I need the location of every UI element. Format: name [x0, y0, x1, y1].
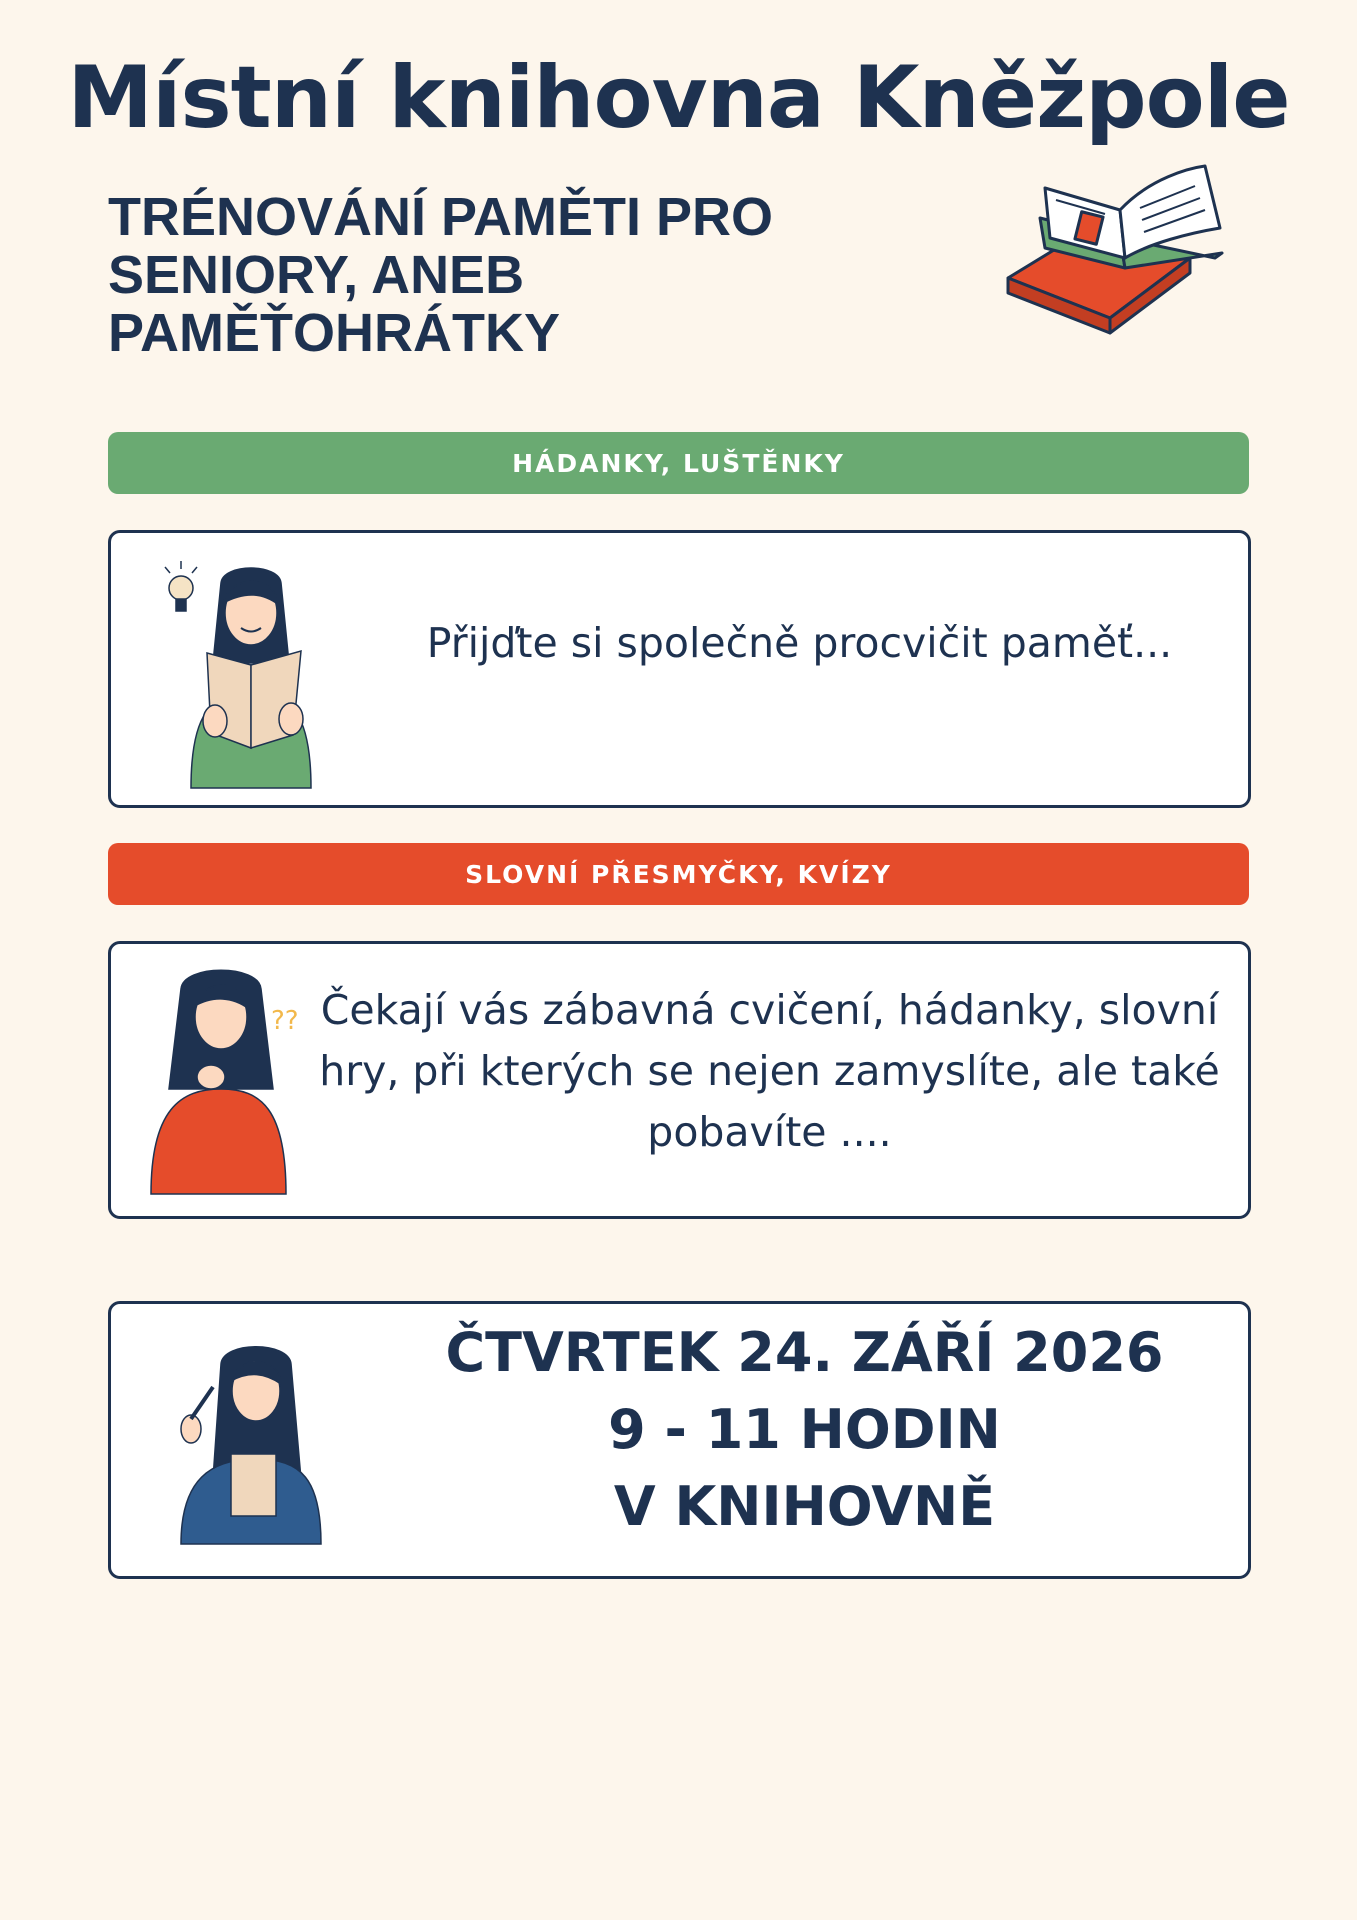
event-info	[361, 1314, 1248, 1545]
intro-text: Přijďte si společně procvičit paměť...	[426, 619, 1173, 667]
woman-thinking-icon	[141, 959, 311, 1199]
page-title: Místní knihovna Kněžpole	[67, 48, 1290, 148]
event-place: V KNIHOVNĚ	[613, 1475, 996, 1538]
open-book-icon	[1000, 158, 1230, 338]
section-header-quizzes: SLOVNÍ PŘESMYČKY, KVÍZY	[108, 843, 1249, 905]
svg-text:??: ??	[271, 1006, 299, 1036]
event-date: ČTVRTEK 24. ZÁŘÍ 2026	[445, 1321, 1164, 1384]
subtitle-line-1: TRÉNOVÁNÍ PAMĚTI PRO	[108, 187, 774, 247]
woman-notepad-icon	[161, 1339, 341, 1549]
event-time: 9 - 11 HODIN	[608, 1398, 1001, 1461]
section-header-riddles: HÁDANKY, LUŠTĚNKY	[108, 432, 1249, 494]
subtitle-line-3: PAMĚŤOHRÁTKY	[108, 303, 560, 363]
subtitle-line-2: SENIORY, ANEB	[108, 245, 525, 305]
activities-card	[108, 941, 1251, 1219]
event-details-card	[108, 1301, 1251, 1579]
activities-text: Čekají vás zábavná cvičení, hádanky, slovní hry, při kterých se nejen zamyslíte, ale také pobavíte ....	[319, 986, 1220, 1156]
event-subtitle	[108, 188, 868, 362]
woman-reading-icon	[151, 553, 351, 793]
intro-card	[108, 530, 1251, 808]
